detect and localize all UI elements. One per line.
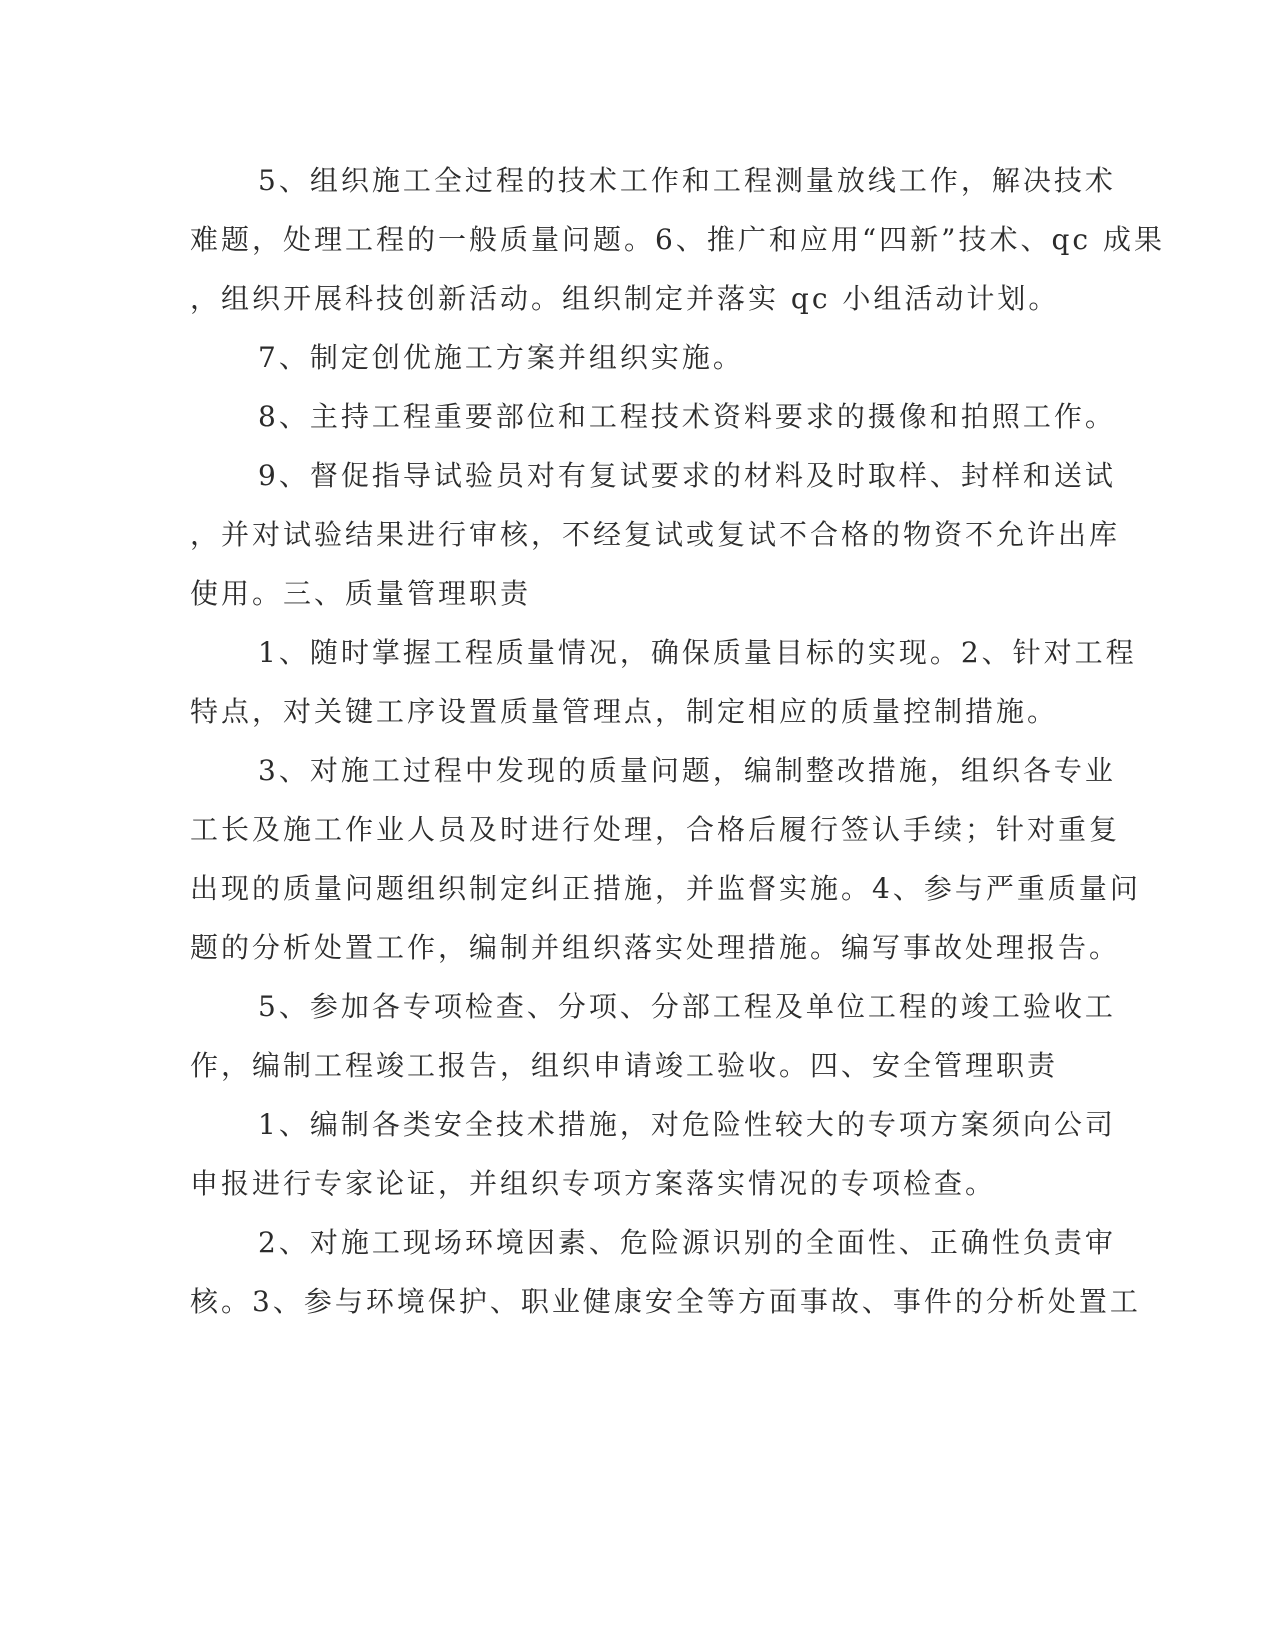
- text-line: 9、督促指导试验员对有复试要求的材料及时取样、封样和送试: [258, 459, 1116, 492]
- text-line: 3、对施工过程中发现的质量问题，编制整改措施，组织各专业: [258, 754, 1116, 787]
- text-line: 题的分析处置工作，编制并组织落实处理措施。编写事故处理报告。: [190, 931, 1121, 964]
- text-line: 8、主持工程重要部位和工程技术资料要求的摄像和拍照工作。: [258, 400, 1116, 433]
- text-line: 工长及施工作业人员及时进行处理，合格后履行签认手续；针对重复: [190, 813, 1121, 846]
- text-line: 申报进行专家论证，并组织专项方案落实情况的专项检查。: [190, 1167, 997, 1200]
- text-line: 5、参加各专项检查、分项、分部工程及单位工程的竣工验收工: [258, 990, 1116, 1023]
- text-line: 使用。三、质量管理职责: [190, 577, 532, 610]
- text-line: 1、随时掌握工程质量情况，确保质量目标的实现。2、针对工程: [258, 636, 1137, 669]
- text-line: 2、对施工现场环境因素、危险源识别的全面性、正确性负责审: [258, 1226, 1116, 1259]
- text-line: ，组织开展科技创新活动。组织制定并落实 qc 小组活动计划。: [190, 282, 1060, 315]
- text-line: 5、组织施工全过程的技术工作和工程测量放线工作，解决技术: [258, 164, 1116, 197]
- text-line: ，并对试验结果进行审核，不经复试或复试不合格的物资不允许出库: [190, 518, 1121, 551]
- text-line: 出现的质量问题组织制定纠正措施，并监督实施。4、参与严重质量问: [190, 872, 1141, 905]
- text-line: 7、制定创优施工方案并组织实施。: [258, 341, 744, 374]
- text-line: 难题，处理工程的一般质量问题。6、推广和应用“四新”技术、qc 成果: [190, 223, 1165, 256]
- text-line: 作，编制工程竣工报告，组织申请竣工验收。四、安全管理职责: [190, 1049, 1059, 1082]
- text-line: 特点，对关键工序设置质量管理点，制定相应的质量控制措施。: [190, 695, 1059, 728]
- text-line: 1、编制各类安全技术措施，对危险性较大的专项方案须向公司: [258, 1108, 1116, 1141]
- text-line: 核。3、参与环境保护、职业健康安全等方面事故、事件的分析处置工: [190, 1285, 1141, 1318]
